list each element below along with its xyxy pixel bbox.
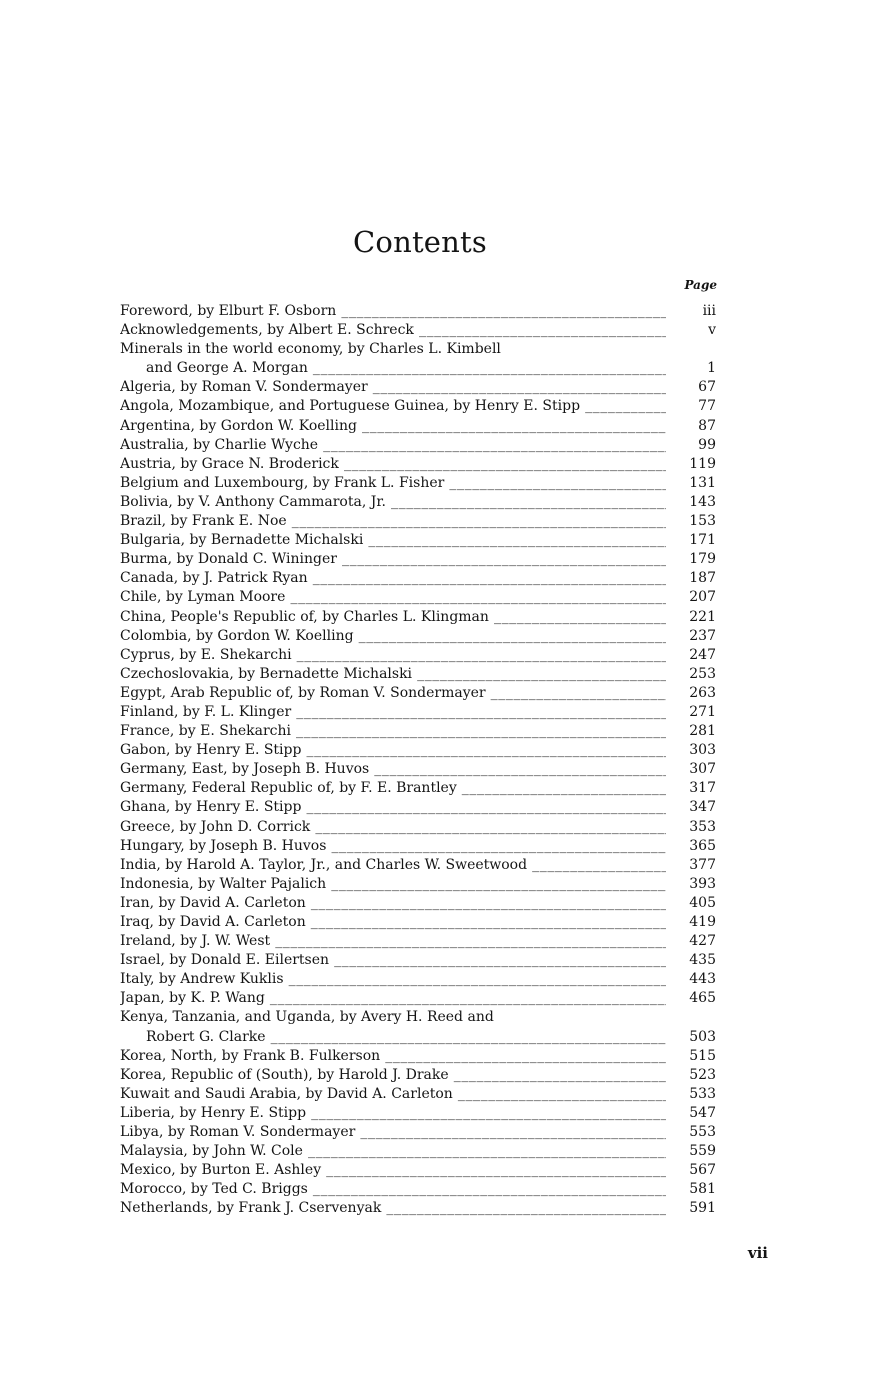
toc-entry-page: iii [702,303,716,319]
toc-entry [120,798,720,817]
toc-entry [120,818,720,837]
toc-entry [120,397,720,416]
toc-entry-title: Belgium and Luxembourg, by Frank L. Fisher _____ [120,474,666,493]
toc-entry [120,913,720,932]
toc-entry-page: 119 [689,455,716,472]
toc-entry-page: 271 [689,703,716,720]
toc-entry-title: Libya, by Roman V. Sondermayer _____ [120,1123,666,1142]
toc-entry-title: Korea, North, by Frank B. Fulkerson _____ [120,1047,666,1066]
toc-entry-title: Mexico, by Burton E. Ashley _____ [120,1161,666,1180]
toc-entry-title: Bolivia, by V. Anthony Cammarota, Jr. _____ [120,493,666,512]
toc-entry-page: 207 [689,589,716,606]
toc-entry [120,569,720,588]
toc-entry-title: India, by Harold A. Taylor, Jr., and Charles W. Sweetwood _____ [120,856,666,875]
toc-entry [120,741,720,760]
toc-entry [120,436,720,455]
toc-entry-page: 171 [689,532,716,549]
toc-entry-page: 87 [698,417,716,434]
toc-entry [120,627,720,646]
toc-entry-page: 515 [689,1047,716,1064]
toc-entry-title: Acknowledgements, by Albert E. Schreck _____ [120,321,666,340]
toc-entry [120,588,720,607]
toc-entry [120,378,720,397]
toc-entry [120,608,720,627]
toc-entry-page: 393 [689,875,716,892]
toc-entry-title: Iraq, by David A. Carleton _____ [120,913,666,932]
toc-entry [120,1008,720,1027]
toc-entry-title: Korea, Republic of (South), by Harold J. Drake _____ [120,1066,666,1085]
toc-entry [120,493,720,512]
toc-entry-title: Kuwait and Saudi Arabia, by David A. Carleton _____ [120,1085,666,1104]
toc-entry [120,1066,720,1085]
toc-entry-page: 419 [689,914,716,930]
toc-entry [120,703,720,722]
toc-entry-page: 307 [689,761,716,778]
toc-entry-title: Argentina, by Gordon W. Koelling _____ [120,417,666,436]
toc-entry-page: 533 [689,1085,716,1102]
toc-entry [120,321,720,340]
toc-entry-page: 1 [707,360,716,377]
toc-entry-page: 523 [689,1066,716,1083]
toc-entry-title: Foreword, by Elburt F. Osborn _____ [120,302,666,321]
toc-entry-page: 153 [689,513,716,530]
toc-entry [120,302,720,321]
toc-entry-page: 303 [689,742,716,759]
toc-entry-title: Ireland, by J. W. West _____ [120,932,666,951]
toc-entry [120,1047,720,1066]
toc-entry-title: Canada, by J. Patrick Ryan _____ [120,569,666,588]
toc-entry-title: Ghana, by Henry E. Stipp _____ [120,798,666,817]
toc-entry-title: Minerals in the world economy, by Charles L. Kimbell [120,341,501,358]
toc-entry-page: 581 [689,1181,716,1198]
toc-entry [120,1199,720,1218]
toc-entry-title: Austria, by Grace N. Broderick _____ [120,455,666,474]
toc-entry-title: Cyprus, by E. Shekarchi _____ [120,646,666,665]
toc-entry-title: Germany, East, by Joseph B. Huvos _____ [120,760,666,779]
toc-entry [120,1142,720,1161]
toc-entry [120,1104,720,1123]
toc-entry [120,875,720,894]
toc-entry-title: Algeria, by Roman V. Sondermayer _____ [120,378,666,397]
toc-entry-title: Iran, by David A. Carleton _____ [120,894,666,913]
toc-entry-page: 317 [689,780,716,797]
page-column-heading: Page [684,278,717,292]
toc-entry-page: v [708,322,716,339]
toc-entry-page: 237 [689,627,716,644]
toc-entry-title: Liberia, by Henry E. Stipp _____ [120,1104,666,1123]
toc-entry [120,417,720,436]
toc-entry [120,684,720,703]
toc-entry-title: Germany, Federal Republic of, by F. E. Brantley _____ [120,779,666,798]
toc-entry-title: China, People's Republic of, by Charles L. Klingman _____ [120,608,666,627]
toc-entry [120,1161,720,1180]
toc-entry-page: 405 [689,894,716,911]
toc-entry-page: 567 [689,1162,716,1179]
toc-entry-title: Czechoslovakia, by Bernadette Michalski _____ [120,665,666,684]
toc-entry [120,970,720,989]
toc-entry [120,1123,720,1142]
toc-entry-title: Australia, by Charlie Wyche _____ [120,436,666,455]
toc-entry-page: 365 [689,837,716,854]
toc-entry-page: 427 [689,933,716,950]
toc-entry [120,474,720,493]
toc-entry-title: Finland, by F. L. Klinger _____ [120,703,666,722]
toc-entry [120,646,720,665]
toc-entry-page: 143 [689,493,716,510]
toc-entry-page: 503 [689,1028,716,1045]
toc-entry-title: Indonesia, by Walter Pajalich _____ [120,875,666,894]
toc-entry-page: 247 [689,646,716,663]
toc-entry-title: Burma, by Donald C. Wininger _____ [120,550,666,569]
toc-entry-page: 281 [689,723,716,740]
toc-entry [120,760,720,779]
toc-entry-page: 347 [689,799,716,816]
toc-entry-page: 547 [689,1104,716,1121]
toc-entry [120,455,720,474]
toc-entry-title: Italy, by Andrew Kuklis _____ [120,970,666,989]
toc-entry-page: 67 [698,379,716,396]
toc-entry-title: Japan, by K. P. Wang _____ [120,989,666,1008]
toc-entry-title: Brazil, by Frank E. Noe _____ [120,512,666,531]
toc-entry [120,665,720,684]
toc-entry-title: Egypt, Arab Republic of, by Roman V. Sondermayer _____ [120,684,666,703]
toc-entry-page: 435 [689,952,716,969]
toc-entry-title: Israel, by Donald E. Eilertsen _____ [120,951,666,970]
toc-entry-page: 131 [689,474,716,491]
toc-entry [120,550,720,569]
toc-entry-page: 353 [689,818,716,835]
toc-entry-title: Robert G. Clarke _____ [146,1028,666,1047]
toc-entry-page: 221 [689,608,716,625]
toc-entry-title: Hungary, by Joseph B. Huvos _____ [120,837,666,856]
toc-entry-page: 263 [689,684,716,701]
toc-entry-title: Kenya, Tanzania, and Uganda, by Avery H. Reed and [120,1009,494,1026]
toc-entry-page: 77 [698,398,716,415]
toc-entry [120,512,720,531]
toc-entry [120,989,720,1008]
toc-entry [120,359,720,378]
toc-entry [120,951,720,970]
toc-entry [120,340,720,359]
toc-entry-title: Gabon, by Henry E. Stipp _____ [120,741,666,760]
toc-entry [120,1180,720,1199]
toc-entry [120,837,720,856]
toc-entry-page: 377 [689,856,716,873]
toc-entry-title: France, by E. Shekarchi _____ [120,722,666,741]
toc-entry-page: 553 [689,1124,716,1141]
toc-entry-page: 99 [698,436,716,453]
toc-entry-title: Greece, by John D. Corrick _____ [120,818,666,837]
toc-entry [120,722,720,741]
toc-entry-page: 187 [689,570,716,587]
toc-entry [120,779,720,798]
toc-entry-title: Colombia, by Gordon W. Koelling _____ [120,627,666,646]
toc-entry-title: and George A. Morgan _____ [146,359,666,378]
toc-entry-page: 465 [689,990,716,1007]
toc-entry-title: Chile, by Lyman Moore _____ [120,588,666,607]
toc-entry-page: 179 [689,551,716,568]
toc-entry-title: Netherlands, by Frank J. Cservenyak _____ [120,1199,666,1218]
toc-entry [120,1028,720,1047]
toc-entry [120,932,720,951]
toc-entry-title: Bulgaria, by Bernadette Michalski _____ [120,531,666,550]
toc-entry-page: 591 [689,1200,716,1217]
toc-entry-page: 253 [689,665,716,682]
toc-entry-title: Malaysia, by John W. Cole _____ [120,1142,666,1161]
toc-entry-title: Morocco, by Ted C. Briggs _____ [120,1180,666,1199]
toc-entry [120,856,720,875]
page-number: vii [747,1244,768,1262]
toc-entry-page: 559 [689,1143,716,1160]
toc-entry-page: 443 [689,971,716,988]
page-title: Contents [353,225,487,259]
toc-entry [120,1085,720,1104]
table-of-contents [120,302,720,1219]
toc-entry [120,894,720,913]
toc-entry-title: Angola, Mozambique, and Portuguese Guinea, by Henry E. Stipp _____ [120,397,666,416]
toc-entry [120,531,720,550]
